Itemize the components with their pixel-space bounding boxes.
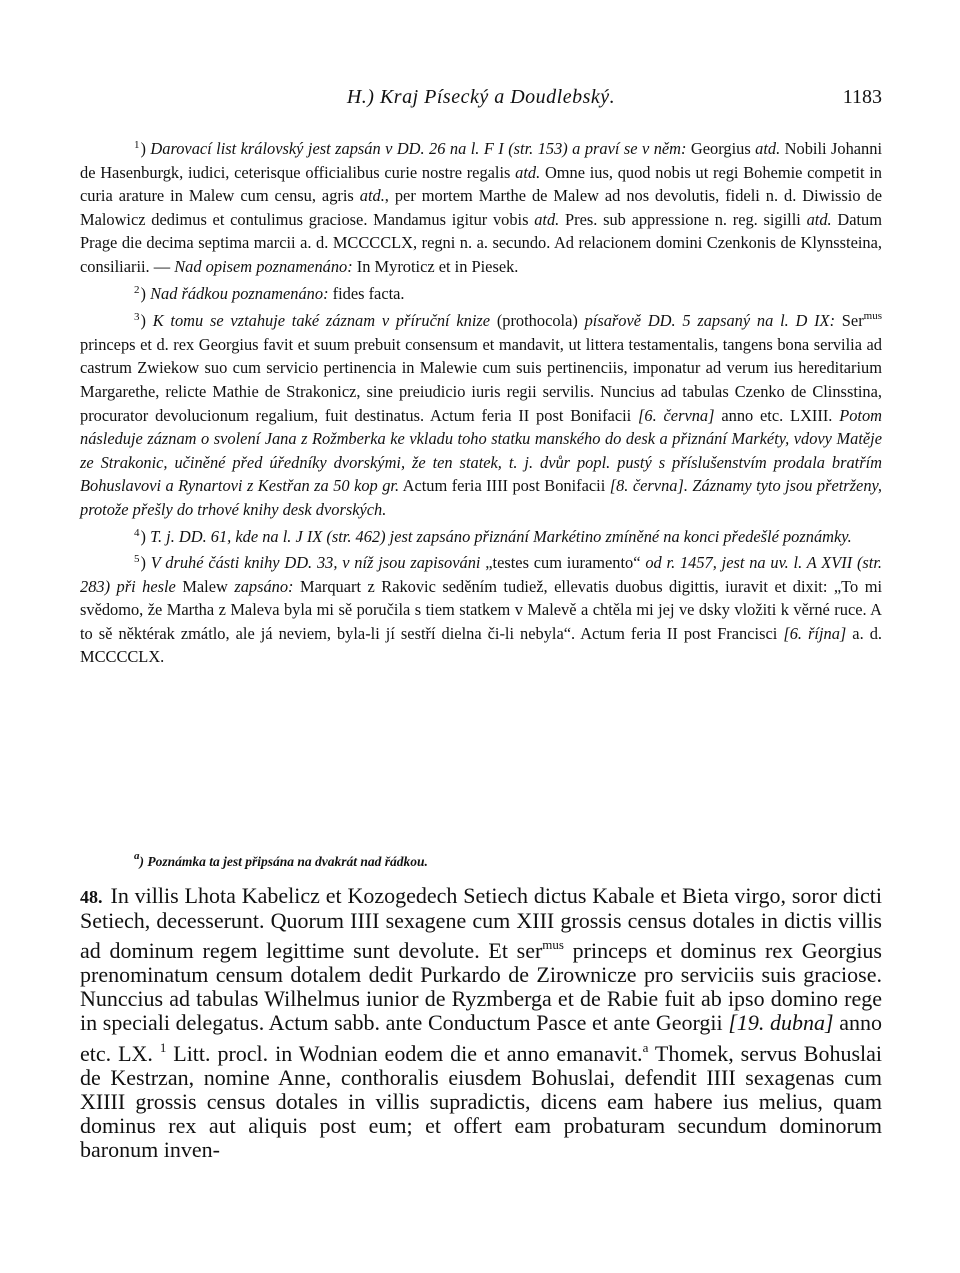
note-marker: 4	[134, 526, 140, 539]
italic-text: [6. října]	[783, 623, 847, 643]
page-header	[80, 86, 882, 110]
italic-text: atd.	[515, 162, 541, 182]
italic-text: T. j. DD. 61, kde na l. J IX (str. 462) jest zapsáno přiznání Markétino zmíněné na konci předešlé poznámky.	[150, 526, 852, 546]
italic-text: atd.	[806, 209, 832, 229]
text-run: princeps et dominus rex Georgius prenominatum censum dotalem dedit Purkardo de Zirownicze pro serviciis suis graciose. Nunccius ad tabulas Wilhelmus iunior de Ryzmberga et de Rabie fuit ab ipso domino rege in speciali delegatus. Actum sabb. ante Conductum Pasce et ante Georgii	[80, 938, 882, 1036]
text-run: Georgius	[686, 139, 756, 158]
note-5	[80, 548, 882, 669]
superscript: 1	[159, 1039, 167, 1055]
italic-text: Potom následuje záznam o svolení Jana z Rožmberka ke vkladu toho statku manského do desk a přiznání Markéty, vdovy Matěje ze Strakonic, učiněné před úředníky dvorskými, že ten statek, t. j. dvůr popl. pustý s příslušenstvím prodala bratřím Bohuslavovi a Rynartovi z Kestřan za 50 kop gr.	[80, 405, 883, 496]
superscript: mus	[863, 310, 882, 323]
text-run: fides facta.	[328, 283, 405, 303]
text-run: anno etc. LXIII.	[714, 405, 840, 425]
note-1	[80, 134, 882, 279]
italic-text: [8. června]. Záznamy tyto jsou přetrženy, protože přešly do trhové knihy desk dvorských.	[80, 476, 882, 519]
italic-text: K tomu se vztahuje také záznam v příruční knize	[152, 311, 491, 331]
text-run: )	[140, 283, 151, 303]
entry-number: 48.	[80, 887, 103, 907]
text-run: Datum Prage die decima septima marcii a. d. MCCCCLX, regni n. a. secundo. Ad relacionem domini Czenkonis de Klynssteina, consiliarii. —	[80, 209, 882, 276]
italic-text: [19. dubna]	[728, 1010, 834, 1036]
text-run: In Myroticz et in Piesek.	[352, 256, 519, 276]
footnote-a	[134, 850, 882, 870]
italic-text: atd.	[755, 139, 781, 158]
note-3	[80, 305, 882, 521]
italic-text: zapsáno:	[234, 576, 294, 596]
italic-text: písařově DD. 5 zapsaný na l. D IX:	[584, 311, 836, 331]
italic-text: Nad opisem poznamenáno:	[174, 256, 353, 276]
italic-text: od r. 1457, jest na uv. l. A XVII (str. 283) při hesle	[80, 553, 882, 596]
text-run: )	[140, 139, 151, 158]
note-2	[80, 279, 882, 306]
italic-text: V druhé části knihy DD. 33, v níž jsou zapisováni	[150, 553, 481, 573]
text-run: a. d. MCCCCLX.	[80, 623, 882, 667]
text-run: )	[140, 526, 151, 546]
text-run: )	[140, 553, 151, 573]
page-number: 1183	[842, 86, 882, 108]
text-run: )	[140, 311, 153, 331]
footnote-text: ) Poznámka ta jest připsána na dvakrát nad řádkou.	[139, 854, 428, 869]
text-run: Actum feria IIII post Bonifacii	[399, 476, 610, 496]
notes-section	[80, 134, 882, 669]
text-run: anno etc. LX.	[80, 1010, 883, 1066]
note-marker: 2	[134, 283, 140, 296]
italic-text: atd.	[534, 209, 560, 229]
note-marker: 1	[134, 139, 140, 151]
note-4	[80, 522, 882, 549]
text-run: Litt. procl. in Wodnian eodem die et anno emanavit.	[166, 1040, 643, 1066]
text-run: Pres. sub appressione n. reg. sigilli	[559, 209, 807, 229]
superscript: mus	[542, 937, 564, 953]
superscript: a	[642, 1039, 649, 1055]
italic-text: Darovací list královský jest zapsán v DD. 26 na l. F I (str. 153) a praví se v něm:	[150, 139, 687, 158]
entry-48	[80, 884, 882, 1162]
text-run: Omne ius, quod nobis ut regi Bohemie competit in curia arature in Malew cum censu, agris	[80, 162, 883, 206]
text-run: Marquart z Rakovic seděním tudiež, ellevatis duobus digittis, iuravit et dixit: „To mi svědomo, že Martha z Maleva byla mi sě poručila s tiem statkem v Malevě a chtěla mi jej ve dsky vložiti k věrné ruce. A to sě něktérak zmátlo, ale já neviem, byla-li jí sestří dielna či-li nebyla“. Actum feria II post Francisci	[80, 576, 882, 643]
entry-body	[80, 883, 882, 1162]
running-title: H.) Kraj Písecký a Doudlebský.	[346, 86, 616, 108]
text-run: Malew	[175, 576, 235, 596]
text-run: (prothocola)	[490, 311, 585, 331]
italic-text: [6. června]	[638, 405, 715, 425]
note-marker: 3	[134, 311, 140, 324]
italic-text: atd.	[359, 186, 385, 206]
text-run: In villis Lhota Kabelicz et Kozogedech Setiech dictus Kabale et Bieta virgo, soror dicti Setiech, decesserunt. Quorum IIII sexagene cum XIII grossis census dotales in dictis villis ad dominum regem legittime sunt devolute. Et ser	[80, 883, 882, 964]
text-run: Ser	[835, 311, 864, 331]
footnote-marker: a	[134, 850, 140, 862]
note-marker: 5	[134, 553, 140, 566]
text-run: princeps et d. rex Georgius favit et suum prebuit consensum et mandavit, ut littera testamentalis, tangens bona servilia ad castrum Zwiekow suo cum servicio pertinencia in Malewie cum suis pertinenciis, imponatur ad verum ius hereditarium Margarethe, relicte Mathie de Strakonicz, sine preiudicio iuris regii servilis. Nuncius ad tabulas Czenko de Clinsstina, procurator devolucionum regalium, fuit destinatus. Actum feria II post Bonifacii	[80, 334, 882, 425]
text-run: Thomek, servus Bohuslai de Kestrzan, nomine Anne, conthoralis eiusdem Bohuslai, defendit IIII sexagenas cum XIIII grossis census dotales in villis supradictis, dicens eam habere ius melius, quam dominus rex aut aliquis post eum; et offert eam probaturam secundum dominorum baronum inven-	[80, 1040, 882, 1162]
text-run: „testes cum iuramento“	[480, 553, 646, 573]
text-run: , per mortem Marthe de Malew ad nos devolutis, fideli n. d. Diwissio de Malowicz dedimus et contulimus graciose. Mandamus igitur vobis	[80, 186, 882, 229]
text-run: Nobili Johanni de Hasenburgk, iudici, ceterisque officialibus curie nostre regalis	[80, 139, 882, 182]
italic-text: Nad řádkou poznamenáno:	[150, 283, 329, 303]
